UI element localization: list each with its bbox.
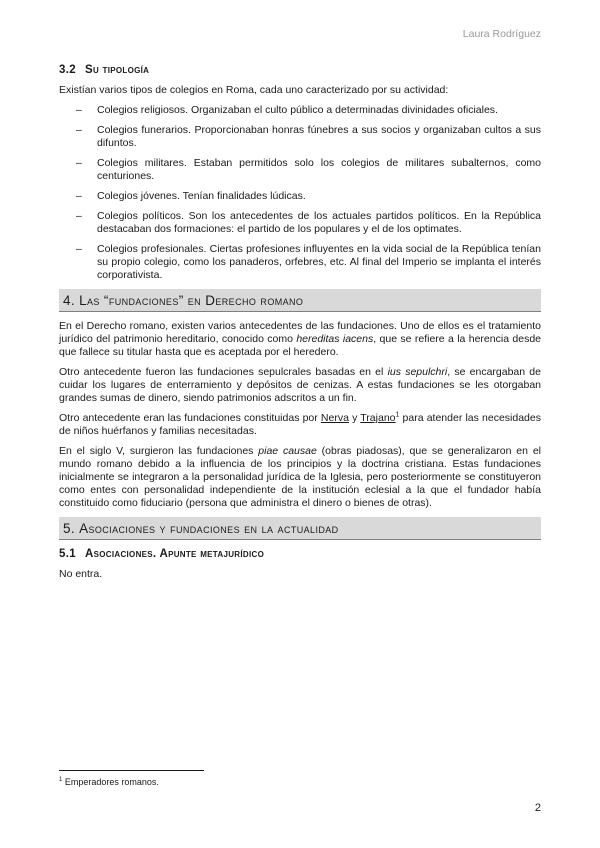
paragraph: No entra. <box>59 568 103 580</box>
list-item: – Colegios políticos. Son los antecedentes de los actuales partidos políticos. En la República destacaban dos formaciones: el partido de los populares y el de los optimates. <box>76 210 541 235</box>
paragraph: En el siglo V, surgieron las fundaciones piae causae (obras piadosas), que se generalizaron en el mundo romano debido a la influencia de los principios y la doctrina cristiana. Estas fundaciones inicialmente se integraron a la personalidad jurídica de la Iglesia, pero posteriormente se constituyeron como entes con personalidad independiente de la institución eclesial a la que el fundador había constituido como fiduciario (persona que administra el dinero o bienes de otras). <box>59 445 541 509</box>
section-heading-4 <box>59 289 541 312</box>
footnote-divider <box>59 770 204 771</box>
list-item: – Colegios religiosos. Organizaban el culto público a determinadas divinidades oficiales. <box>76 104 498 116</box>
link-trajano[interactable]: Trajano <box>360 412 396 424</box>
latin-term: piae causae <box>258 445 317 457</box>
footnote-text: Emperadores romanos. <box>62 777 159 787</box>
footnote-reference[interactable]: 1 <box>395 411 400 419</box>
list-item: – Colegios profesionales. Ciertas profesiones influyentes en la vida social de la República tenían su propio colegio, como los panaderos, orfebres, etc. Al final del Imperio se implanta el interés corporativista. <box>76 243 541 281</box>
page-content <box>59 64 541 588</box>
list-item: – Colegios funerarios. Proporcionaban honras fúnebres a sus socios y organizaban cultos a sus difuntos. <box>76 124 541 149</box>
subsection-number: 5.1 <box>59 548 76 560</box>
paragraph-intro: Existían varios tipos de colegios en Roma, cada uno caracterizado por su actividad: <box>59 84 449 96</box>
footnote-mark: 1 <box>59 777 63 783</box>
section-heading-5 <box>59 517 541 540</box>
paragraph: Otro antecedente eran las fundaciones constituidas por Nerva y Trajano$^1$ para atender las necesidades de niños huérfanos y familias necesitadas. <box>59 411 541 437</box>
link-nerva[interactable]: Nerva <box>320 412 349 424</box>
running-header-author: Laura Rodríguez <box>462 28 541 40</box>
page-number: 2 <box>534 802 541 814</box>
section-number: 5. <box>63 521 76 536</box>
dash-bullet-icon: – <box>76 124 82 136</box>
list-item: – Colegios militares. Estaban permitidos solo los colegios de militares subalternos, como centuriones. <box>76 157 541 182</box>
dash-bullet-icon: – <box>76 190 82 202</box>
section-title: Las “fundaciones” en Derecho romano <box>79 293 304 308</box>
subsection-heading-3-2 <box>59 64 541 77</box>
dash-bullet-icon: – <box>76 157 82 169</box>
college-types-list <box>59 104 541 282</box>
dash-bullet-icon: – <box>76 104 82 116</box>
paragraph: En el Derecho romano, existen varios antecedentes de las fundaciones. Uno de ellos es el tratamiento jurídico del patrimonio hereditario, conocido como hereditas iacens, que se refiere a la herencia desde que fallece su titular hasta que es aceptada por el heredero. <box>59 320 542 358</box>
section-number: 4. <box>63 293 76 308</box>
section-title: Asociaciones y fundaciones en la actualidad <box>79 521 339 536</box>
subsection-title: Su tipología <box>85 64 150 76</box>
footnote <box>59 777 159 787</box>
dash-bullet-icon: – <box>76 243 82 255</box>
subsection-heading-5-1 <box>59 548 541 561</box>
list-item: – Colegios jóvenes. Tenían finalidades lúdicas. <box>76 190 306 202</box>
latin-term: ius sepulchri <box>387 366 448 378</box>
subsection-number: 3.2 <box>59 64 76 76</box>
dash-bullet-icon: – <box>76 210 82 222</box>
subsection-title: Asociaciones. Apunte metajurídico <box>85 548 265 560</box>
paragraph: Otro antecedente fueron las fundaciones sepulcrales basadas en el ius sepulchri, se encargaban de cuidar los lugares de enterramiento y depósitos de cenizas. A estas fundaciones se les otorgaban grandes sumas de dinero, siendo patrimonios adscritos a un fin. <box>59 366 541 404</box>
latin-term: hereditas iacens <box>296 333 374 345</box>
